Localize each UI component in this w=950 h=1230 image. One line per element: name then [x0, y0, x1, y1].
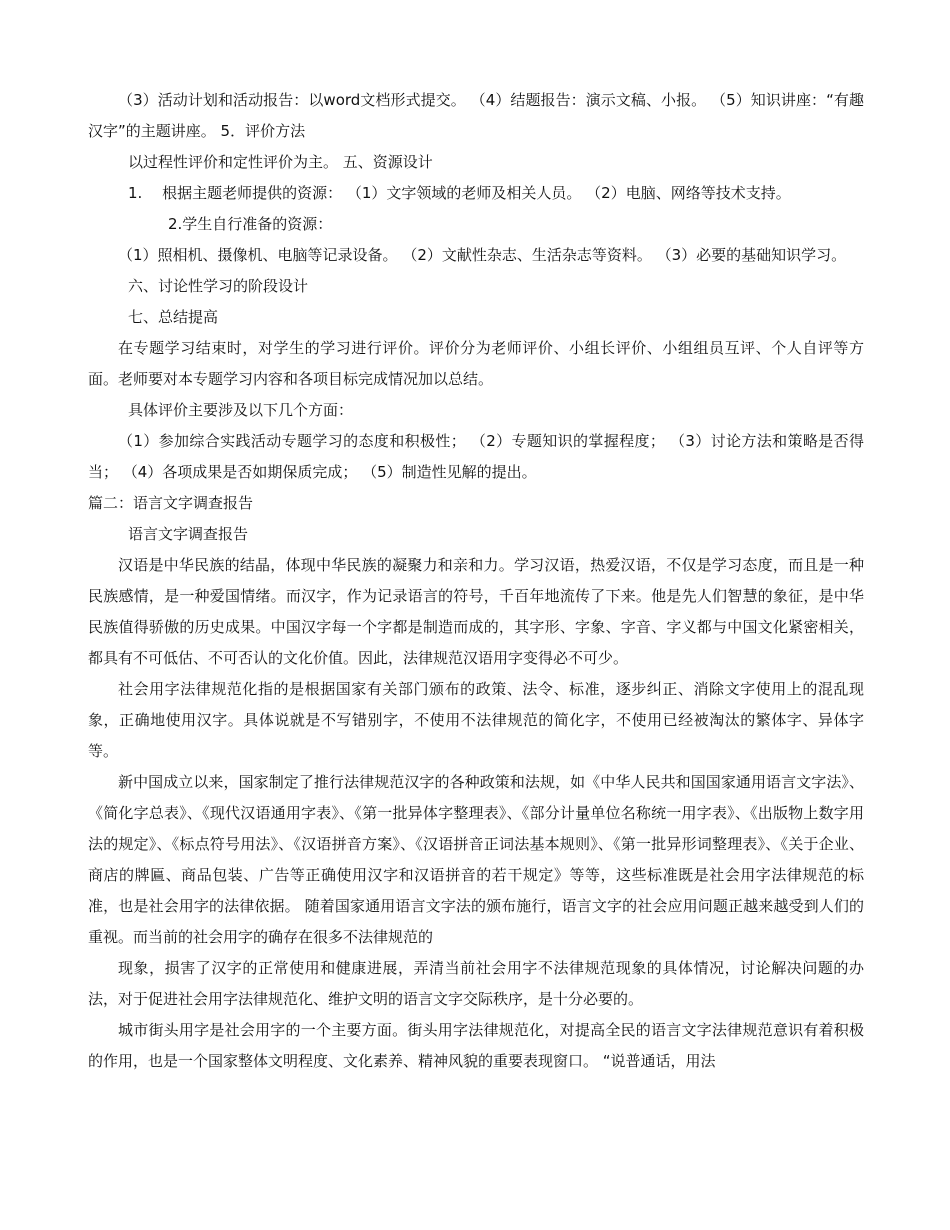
heading-summary: 七、总结提高 — [128, 308, 219, 326]
paragraph-evaluation-intro: 在专题学习结束时，对学生的学习进行评价。评价分为老师评价、小组长评价、小组组员互评、个人自评等方面。老师要对本专题学习内容和各项目标完成情况加以总结。 — [88, 339, 864, 388]
paragraph-street-signage: 城市街头用字是社会用字的一个主要方面。街头用字法律规范化，对提高全民的语言文字法律规范意识有着积极的作用，也是一个国家整体文明程度、文化素养、精神风貌的重要表现窗口。 “说普通话，用法 — [88, 1021, 864, 1070]
document-page — [88, 85, 864, 1077]
paragraph-resources-student-heading: 2.学生自行准备的资源： — [168, 215, 333, 233]
paragraph-current-problems: 现象，损害了汉字的正常使用和健康进展，弄清当前社会用字不法律规范现象的具体情况，讨论解决问题的办法，对于促进社会用字法律规范化、维护文明的语言文字交际秩序，是十分必要的。 — [88, 959, 864, 1008]
heading-part-two: 篇二：语言文字调查报告 — [88, 494, 254, 512]
paragraph-resources-student: （1）照相机、摄像机、电脑等记录设备。 （2）文献性杂志、生活杂志等资料。 （3）必要的基础知识学习。 — [118, 246, 847, 264]
paragraph-resources-teacher: 1. 根据主题老师提供的资源： （1）文字领域的老师及相关人员。 （2）电脑、网络等技术支持。 — [128, 184, 791, 202]
paragraph-evaluation-aspects-heading: 具体评价主要涉及以下几个方面： — [128, 401, 354, 419]
paragraph-evaluation-aspects: （1）参加综合实践活动专题学习的态度和积极性； （2）专题知识的掌握程度； （3）讨论方法和策略是否得当； （4）各项成果是否如期保质完成； （5）制造性见解的提出。 — [88, 432, 864, 481]
paragraph-outputs: （3）活动计划和活动报告：以word文档形式提交。 （4）结题报告：演示文稿、小报。 （5）知识讲座：“有趣汉字”的主题讲座。 5．评价方法 — [88, 91, 864, 140]
paragraph-standardization-definition: 社会用字法律规范化指的是根据国家有关部门颁布的政策、法令、标准，逐步纠正、消除文字使用上的混乱现象，正确地使用汉字。具体说就是不写错别字，不使用不法律规范的简化字，不使用已经被淘汰的繁体字、异体字等。 — [88, 680, 864, 760]
heading-stage-design: 六、讨论性学习的阶段设计 — [128, 277, 309, 295]
paragraph-chinese-language: 汉语是中华民族的结晶，体现中华民族的凝聚力和亲和力。学习汉语，热爱汉语，不仅是学习态度，而且是一种民族感情，是一种爱国情绪。而汉字，作为记录语言的符号，千百年地流传了下来。他是先人们智慧的象征，是中华民族值得骄傲的历史成果。中国汉字每一个字都是制造而成的，其字形、字象、字音、字义都与中国文化紧密相关，都具有不可低估、不可否认的文化价值。因此，法律规范汉语用字变得必不可少。 — [88, 556, 864, 667]
heading-report-title: 语言文字调查报告 — [128, 525, 249, 543]
paragraph-evaluation-method: 以过程性评价和定性评价为主。 五、资源设计 — [128, 153, 433, 171]
paragraph-policies: 新中国成立以来，国家制定了推行法律规范汉字的各种政策和法规，如《中华人民共和国国家通用语言文字法》、《简化字总表》、《现代汉语通用字表》、《第一批异体字整理表》、《部分计量单位名称统一用字表》、《出版物上数字用法的规定》、《标点符号用法》、《汉语拼音方案》、《汉语拼音正词法基本规则》、《第一批异形词整理表》、《关于企业、商店的牌匾、商品包装、广告等正确使用汉字和汉语拼音的若干规定》等等，这些标准既是社会用字法律规范的标准，也是社会用字的法律依据。 随着国家通用语言文字法的颁布施行，语言文字的社会应用问题正越来越受到人们的重视。而当前的社会用字的确存在很多不法律规范的 — [88, 773, 864, 946]
